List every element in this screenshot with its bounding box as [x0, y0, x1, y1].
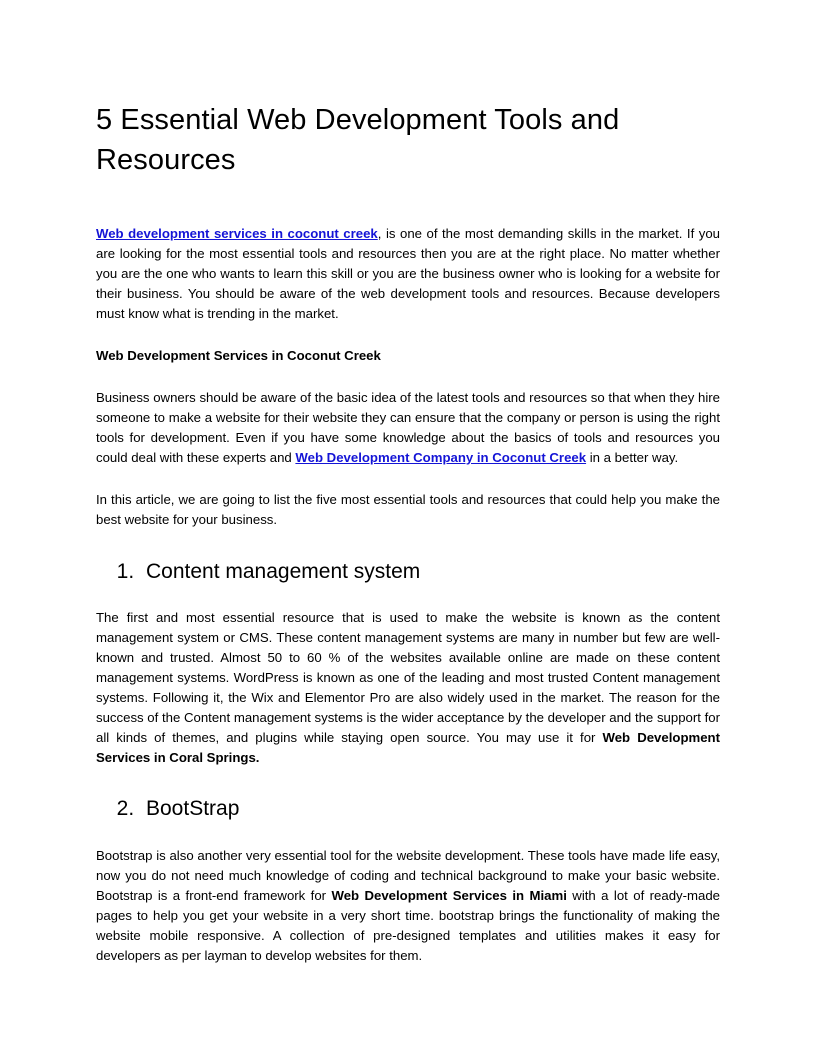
paragraph-business-owners-part2: in a better way. — [586, 450, 679, 466]
list-item-section-2 — [140, 794, 720, 823]
link-web-development-services-coconut-creek[interactable]: Web development services in coconut creek — [96, 226, 378, 242]
paragraph-section-2-bold: Web Development Services in Miami — [331, 887, 567, 903]
paragraph-section-2-part2: with a lot of ready-made pages to help you get your website in a very short time. bootstrap brings the functionality of making the website mobile responsive. A collection of pre-designed templates and utilities makes it easy for developers as per layman to develop websites for them. — [96, 887, 721, 964]
section-list-1 — [96, 557, 720, 586]
paragraph-section-1-bold: Web Development Services in Coral Springs. — [96, 730, 721, 766]
paragraph-article-intro: In this article, we are going to list the five most essential tools and resources that could help you make the best website for your business. — [96, 492, 720, 528]
list-item-section-1 — [140, 557, 720, 586]
paragraph-section-2-part1: Bootstrap is also another very essential tool for the website development. These tools have made life easy, now you do not need much knowledge of coding and technical background to make your basic website. Bootstrap is a front-end framework for — [96, 847, 720, 903]
section-1-heading: Content management system — [146, 559, 421, 583]
paragraph-section-1-part1: The first and most essential resource that is used to make the website is known as the content management system or CMS. These content management systems are many in number but few are well-known and trusted. Almost 50 to 60 % of the websites available online are made on these content management systems. WordPress is known as one of the leading and most trusted Content management systems. Following it, the Wix and Elementor Pro are also widely used in the market. The reason for the success of the Content management systems is the wider acceptance by the developer and the support for all kinds of themes, and plugins while staying open source. You may use it for — [96, 609, 720, 746]
section-list-2 — [96, 794, 720, 823]
paragraph-section-2-body — [96, 846, 720, 966]
section-2-heading: BootStrap — [146, 797, 240, 821]
intro-paragraph-text: , is one of the most demanding skills in the market. If you are looking for the most essential tools and resources then you are at the right place. No matter whether you are the one who wants to learn this skill or you are the business owner who is looking for a website for their business. You should be aware of the web development tools and resources. Because developers must know what is trending in the market. — [96, 226, 721, 322]
paragraph-business-owners-part1: Business owners should be aware of the basic idea of the latest tools and resources so that when they hire someone to make a website for their website they can ensure that the company or person is using the right tools for development. Even if you have some knowledge about the basics of tools and resources you could deal with these experts and — [96, 390, 720, 466]
paragraph-business-owners — [96, 388, 720, 468]
subheading-web-development-services: Web Development Services in Coconut Creek — [96, 348, 381, 364]
link-web-development-company-coconut-creek[interactable]: Web Development Company in Coconut Creek — [295, 450, 587, 466]
paragraph-section-1-body — [96, 608, 720, 769]
intro-paragraph — [96, 224, 720, 324]
page-title: 5 Essential Web Development Tools and Resources — [96, 104, 620, 177]
